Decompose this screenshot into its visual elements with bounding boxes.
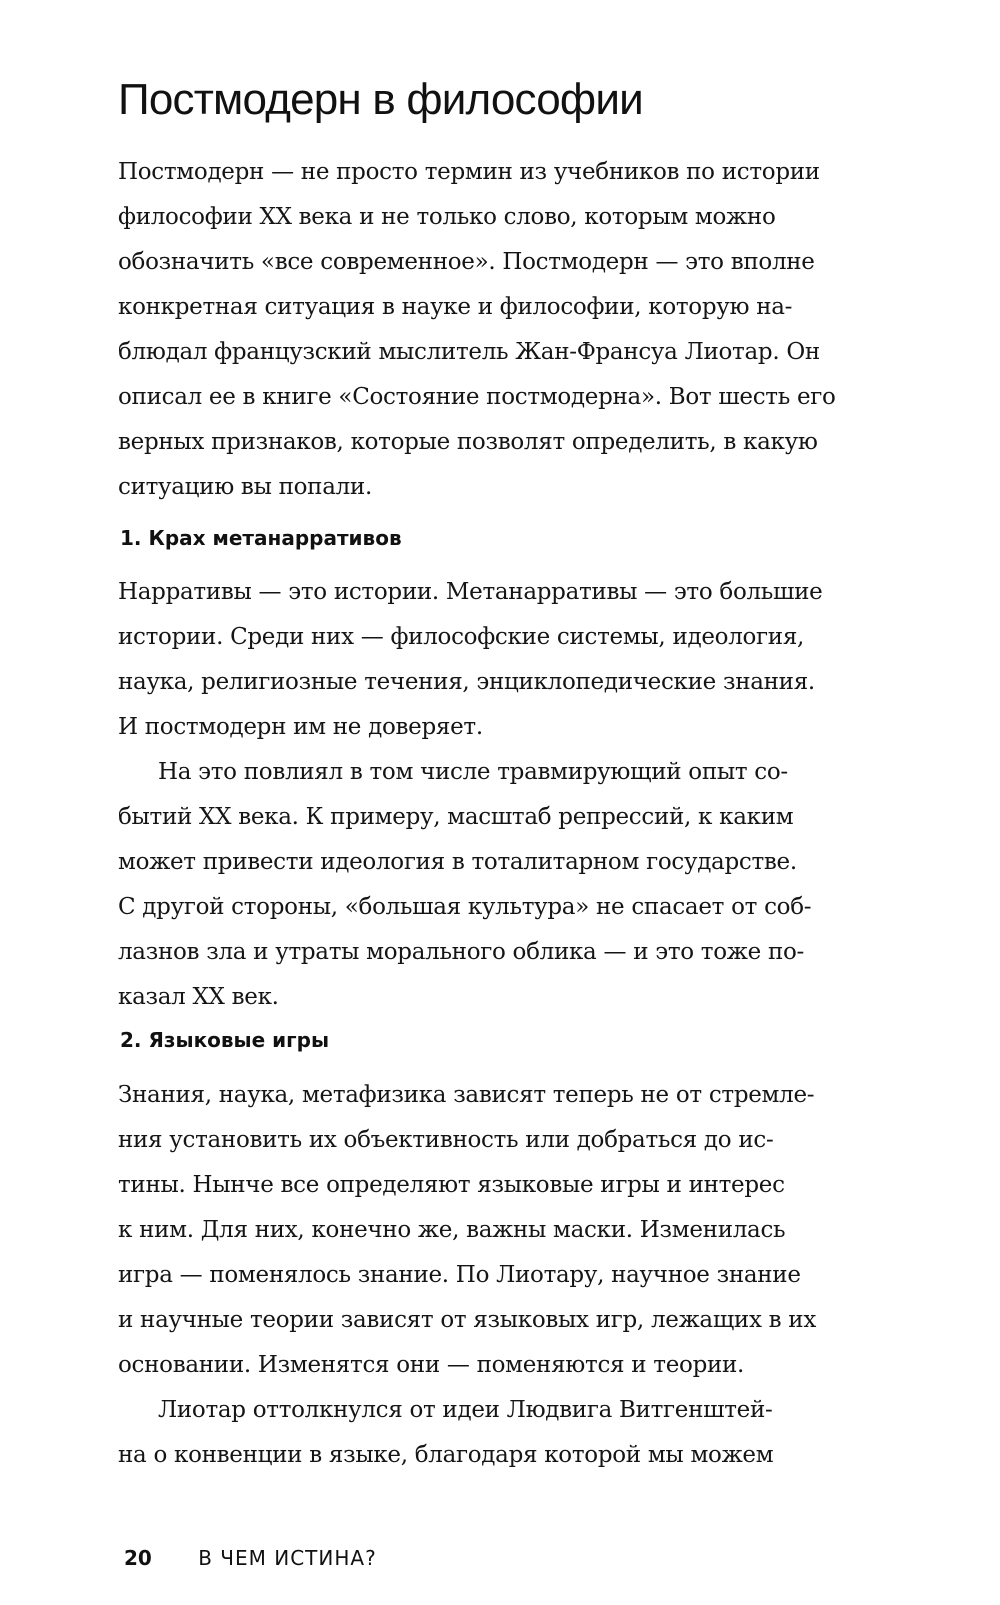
text-line: к ним. Для них, конечно же, важны маски. Изменилась xyxy=(118,1217,786,1243)
text-line: лазнов зла и утраты морального облика — и это тоже по- xyxy=(118,939,804,965)
text-line: С другой стороны, «большая культура» не спасает от соб- xyxy=(118,894,812,920)
text-line: На это повлиял в том числе травмирующий опыт со- xyxy=(158,759,788,785)
section-2-paragraph-1 xyxy=(118,1073,926,1388)
text-line: бытий XX века. К примеру, масштаб репрессий, к каким xyxy=(118,804,794,830)
text-line: обозначить «все современное». Постмодерн — это вполне xyxy=(118,249,815,275)
running-head: В ЧЕМ ИСТИНА? xyxy=(198,1546,377,1570)
text-line: казал XX век. xyxy=(118,984,279,1010)
section-2-paragraph-2 xyxy=(118,1388,926,1478)
text-line: конкретная ситуация в науке и философии, которую на- xyxy=(118,294,793,320)
text-line: может привести идеология в тоталитарном государстве. xyxy=(118,849,797,875)
text-line: игра — поменялось знание. По Лиотару, научное знание xyxy=(118,1262,801,1288)
page-title: Постмодерн в философии xyxy=(118,75,643,124)
section-1-paragraph-1 xyxy=(118,570,926,750)
page-number: 20 xyxy=(124,1546,152,1570)
text-line: верных признаков, которые позволят определить, в какую xyxy=(118,429,818,455)
text-line: тины. Нынче все определяют языковые игры и интерес xyxy=(118,1172,785,1198)
text-line: на о конвенции в языке, благодаря которой мы можем xyxy=(118,1442,774,1468)
page-footer xyxy=(124,1543,377,1573)
section-heading-language-games: 2. Языковые игры xyxy=(120,1028,330,1052)
intro-paragraph xyxy=(118,150,926,510)
text-line: Лиотар оттолкнулся от идеи Людвига Витгенштей- xyxy=(158,1397,773,1423)
section-heading-metanarratives: 1. Крах метанарративов xyxy=(120,526,402,550)
text-line: истории. Среди них — философские системы, идеология, xyxy=(118,624,805,650)
text-line: наука, религиозные течения, энциклопедические знания. xyxy=(118,669,815,695)
text-line: философии XX века и не только слово, которым можно xyxy=(118,204,776,230)
text-line: и научные теории зависят от языковых игр, лежащих в их xyxy=(118,1307,816,1333)
text-line: Нарративы — это истории. Метанарративы — это большие xyxy=(118,579,823,605)
text-line: ситуацию вы попали. xyxy=(118,474,372,500)
text-line: Постмодерн — не просто термин из учебников по истории xyxy=(118,159,820,185)
text-line: основании. Изменятся они — поменяются и теории. xyxy=(118,1352,745,1378)
text-line: блюдал французский мыслитель Жан-Франсуа Лиотар. Он xyxy=(118,339,820,365)
text-line: ния установить их объективность или добраться до ис- xyxy=(118,1127,774,1153)
text-line: Знания, наука, метафизика зависят теперь не от стремле- xyxy=(118,1082,815,1108)
text-line: описал ее в книге «Состояние постмодерна». Вот шесть его xyxy=(118,384,836,410)
text-line: И постмодерн им не доверяет. xyxy=(118,714,483,740)
section-1-paragraph-2 xyxy=(118,750,926,1020)
